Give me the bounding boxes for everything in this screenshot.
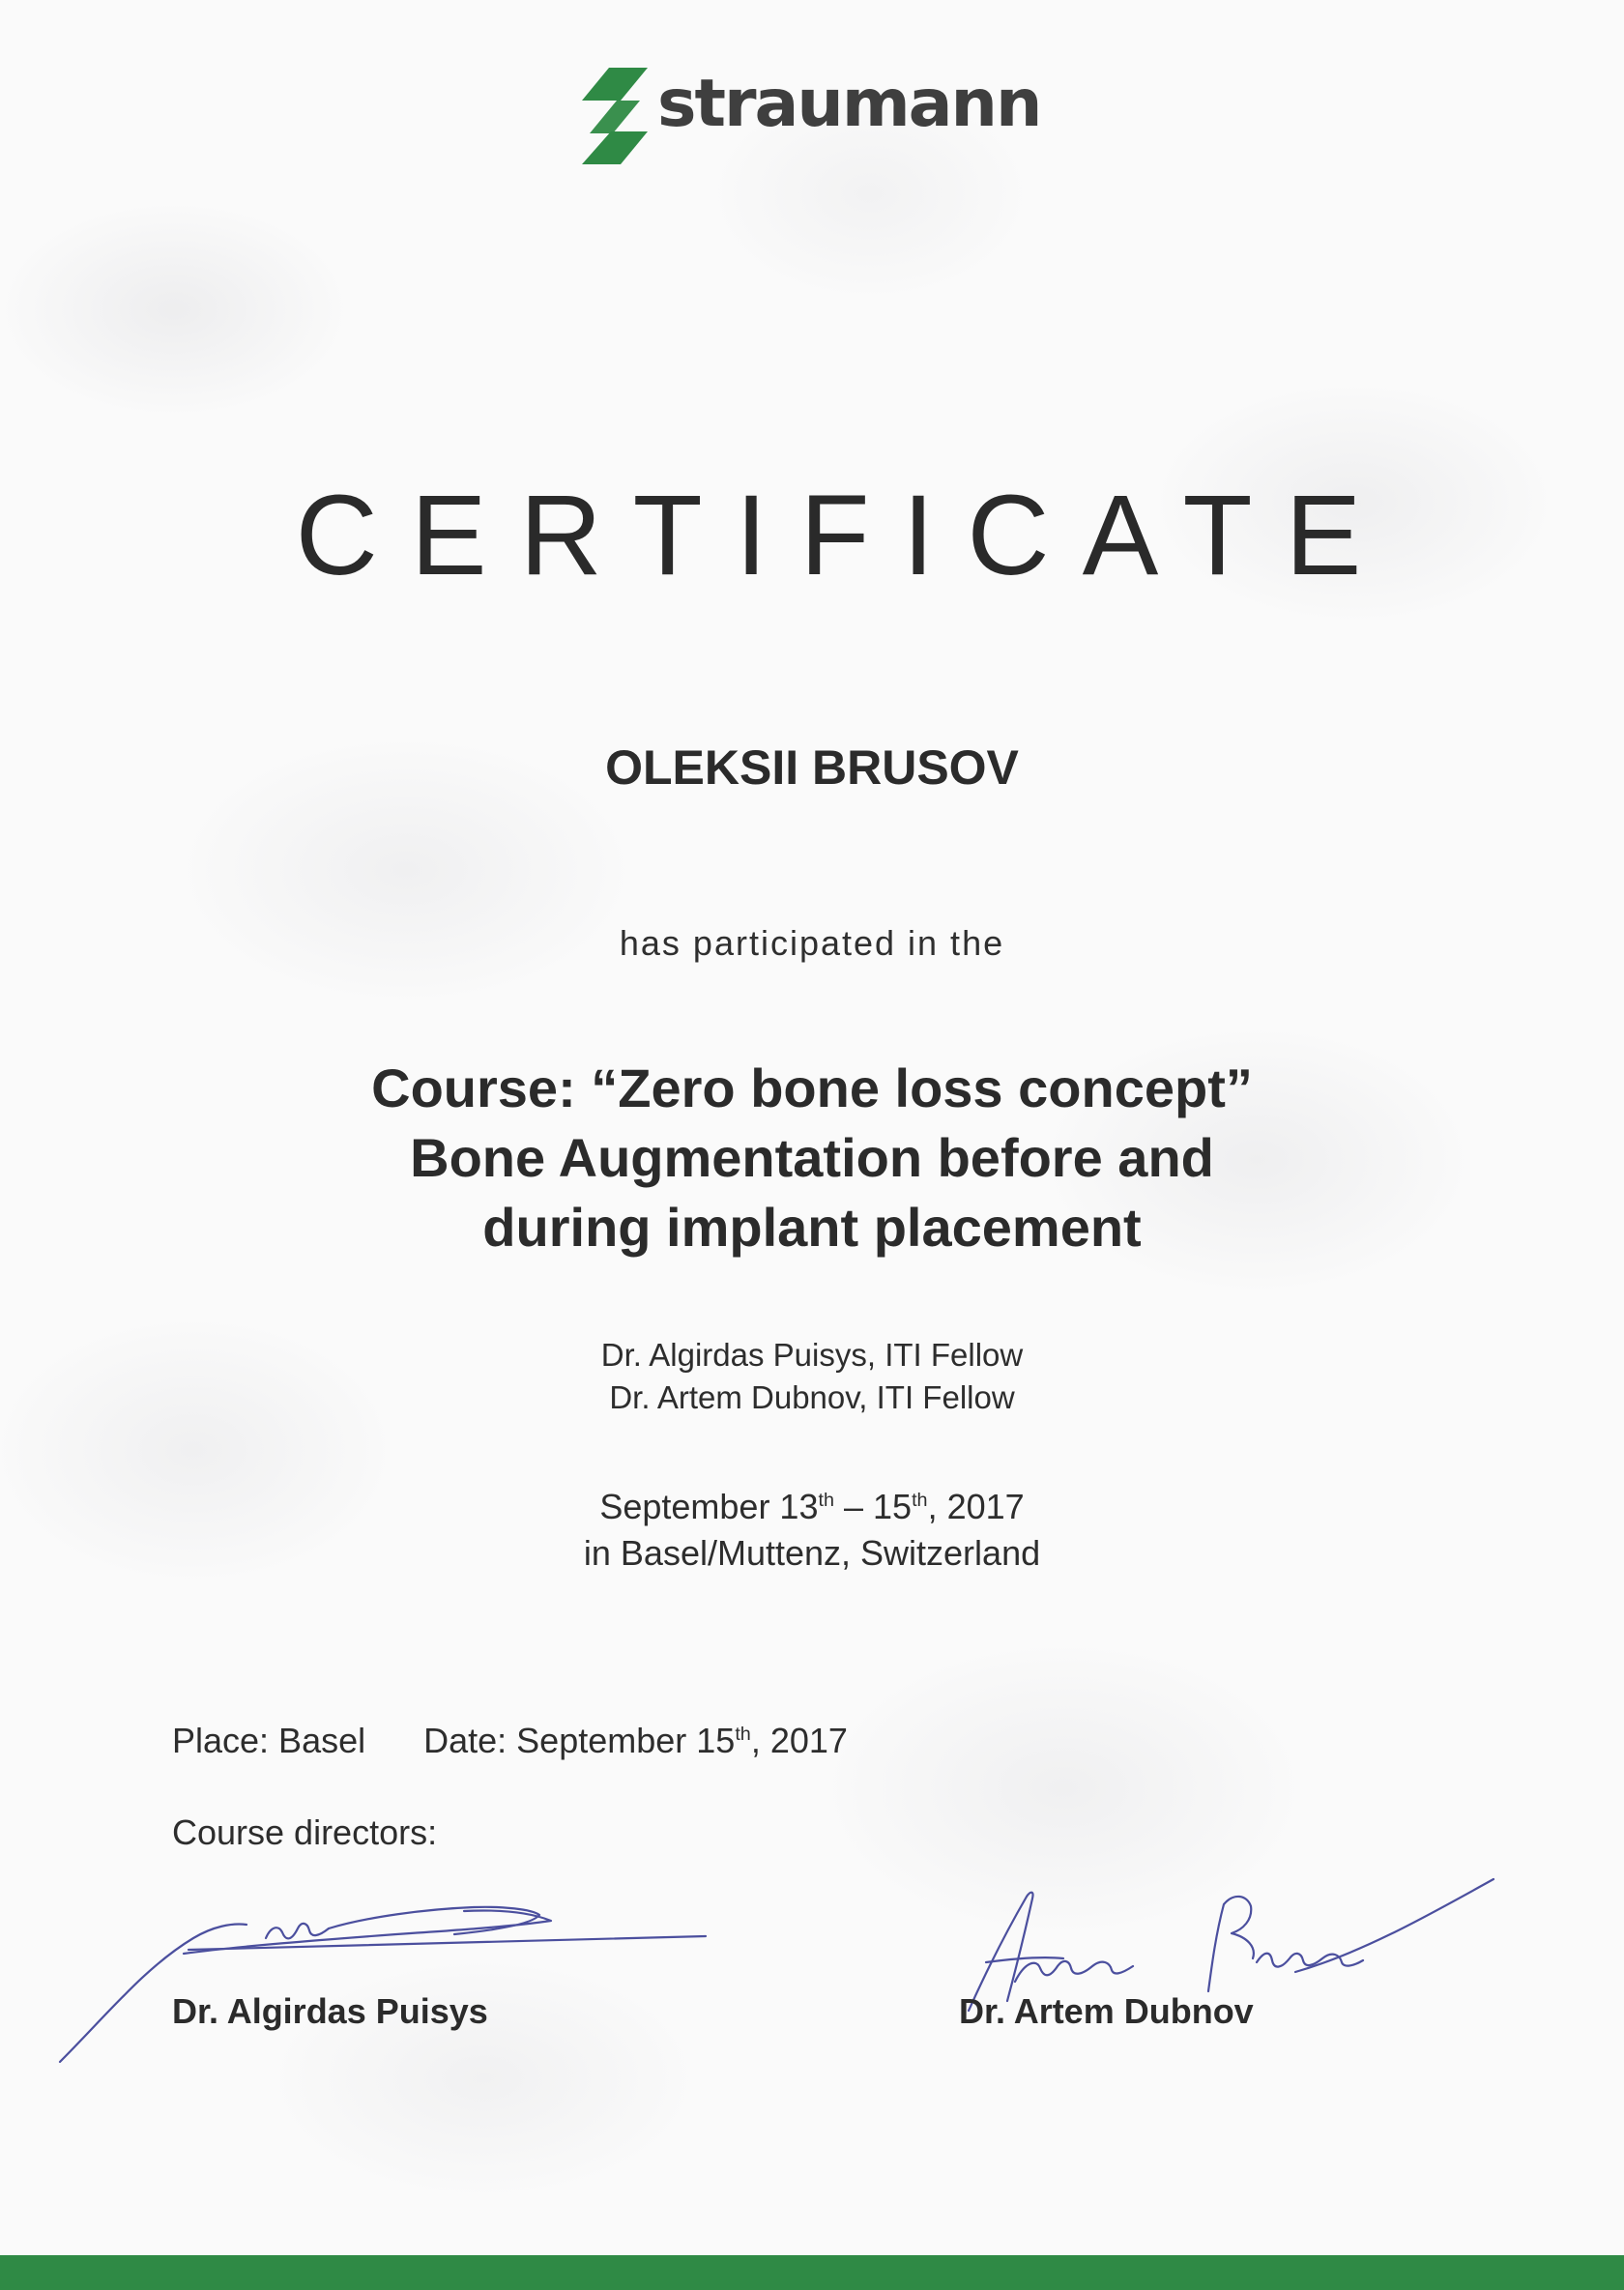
course-dates: September 13th – 15th, 2017: [599, 1487, 1025, 1526]
course-dates-block: [0, 1484, 1624, 1577]
brand-wordmark: straumann: [657, 66, 1041, 142]
lecturer-1: Dr. Algirdas Puisys, ITI Fellow: [600, 1337, 1024, 1373]
place-label: Place: Basel: [172, 1721, 366, 1760]
course-title-line-3: during implant placement: [482, 1197, 1142, 1258]
certificate-title: CERTIFICATE: [295, 472, 1395, 599]
lecturer-2: Dr. Artem Dubnov, ITI Fellow: [609, 1379, 1015, 1415]
signature-puisys: [48, 1870, 725, 2083]
course-title-line-2: Bone Augmentation before and: [410, 1127, 1214, 1188]
course-location: in Basel/Muttenz, Switzerland: [583, 1533, 1041, 1573]
lecturers-list: [0, 1334, 1624, 1419]
straumann-s-mark-icon: [580, 68, 650, 164]
recipient-name: OLEKSII BRUSOV: [605, 740, 1019, 795]
issue-date: Date: September 15th, 2017: [423, 1721, 848, 1760]
director-name-left: Dr. Algirdas Puisys: [172, 1991, 488, 2031]
footer-accent-bar: [0, 2255, 1624, 2290]
course-title: [0, 1054, 1624, 1262]
course-directors-label: Course directors:: [172, 1812, 438, 1852]
participation-statement: has participated in the: [619, 923, 1005, 963]
director-name-right: Dr. Artem Dubnov: [959, 1991, 1254, 2031]
straumann-logo: [580, 66, 1041, 172]
place-date-row: [172, 1721, 848, 1761]
course-title-line-1: Course: “Zero bone loss concept”: [371, 1058, 1253, 1118]
